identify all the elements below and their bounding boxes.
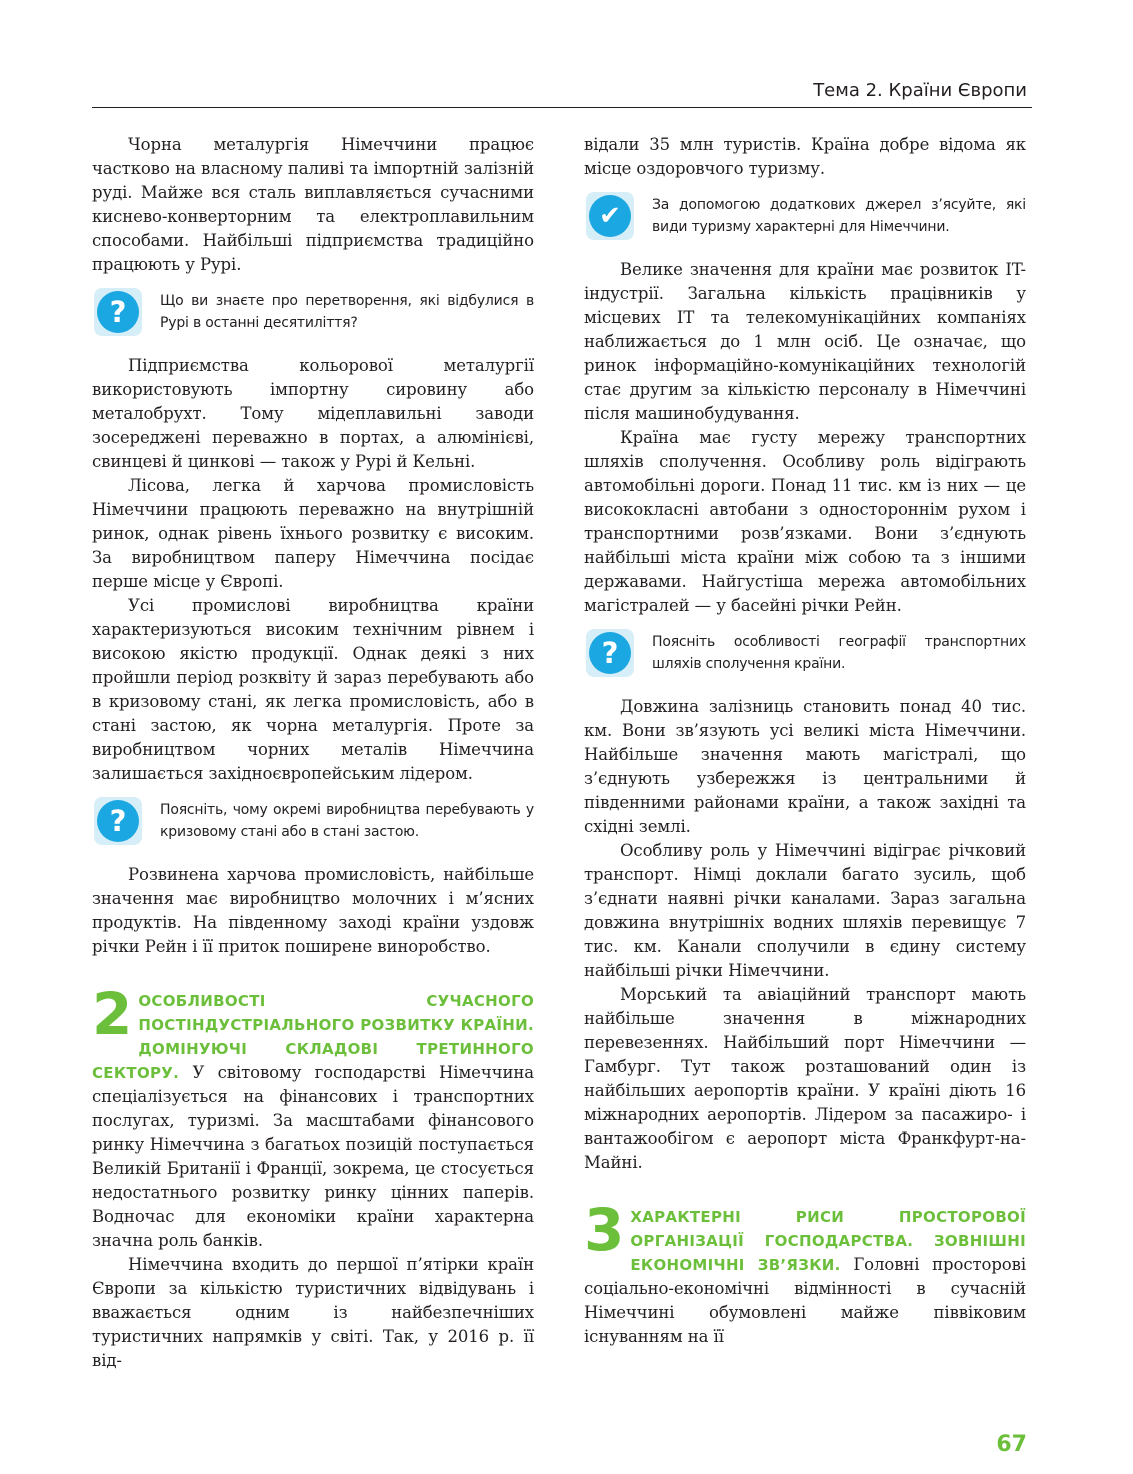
question-callout: [584, 631, 1026, 681]
paragraph: Усі промислові виробництва країни характеризуються високим технічним рівнем і високою якістю продукції. Однак деякі з них пройшли період розквіту й зараз перебувають або в кризовому стані, як легка промисловість, або в стані застою, як чорна металургія. Проте за виробництвом чорних металів Німеччина залишається західноєвропейським лідером.: [92, 596, 534, 783]
callout-text: За допомогою додаткових джерел з’ясуйте, які види туризму характерні для Німеччини.: [652, 197, 1026, 235]
paragraph: Німеччина входить до першої п’ятірки країн Європи за кількістю туристичних відвідувань і вважається одним із найбезпечніших туристичних напрямків у світі. Так, у 2016 р. її від-: [92, 1255, 534, 1370]
callout-text: Що ви знаєте про перетворення, які відбулися в Рурі в останні десятиліття?: [160, 293, 534, 331]
section-lead: [92, 980, 534, 1253]
section-lead: [584, 1196, 1026, 1349]
right-column: [584, 133, 1026, 1349]
paragraph: відали 35 млн туристів. Країна добре відома як місце оздоровчого туризму.: [584, 135, 1026, 178]
paragraph: Морський та авіаційний транспорт мають найбільше значення в міжнародних перевезеннях. Найбільший порт Німеччини — Гамбург. Тут також розташований один із найбільших аеропортів країни. У країні діють 16 міжнародних аеропортів. Лідером за пасажиро- і вантажообігом є аеропорт міста Франкфурт-на-Майні.: [584, 985, 1026, 1172]
paragraph: Чорна металургія Німеччини працює частково на власному паливі та імпортній залізній руді. Майже вся сталь виплавляється сучасними киснево-конверторним та електроплавильним способами. Найбільші підприємства традиційно працюють у Рурі.: [92, 135, 534, 274]
question-icon: ?: [94, 797, 142, 845]
section-3: [584, 1196, 1026, 1349]
section-number: 2: [92, 980, 133, 1048]
section-heading: ОСОБЛИВОСТІ СУЧАСНОГО ПОСТІНДУСТРІАЛЬНОГО РОЗВИТКУ КРАЇНИ. ДОМІНУЮЧІ СКЛАДОВІ ТРЕТИННОГО СЕКТОРУ.: [92, 992, 534, 1082]
section-text: Головні просторові соціально-економічні відмінності в сучасній Німеччині обумовлені майже пiввiковим існуванням на її: [584, 1255, 1026, 1346]
task-callout: [584, 194, 1026, 244]
question-icon: ?: [586, 629, 634, 677]
header-title: Тема 2. Країни Європи: [813, 80, 1027, 101]
callout-text: Поясніть, чому окремі виробництва перебувають у кризовому стані або в стані застою.: [160, 802, 534, 840]
question-icon: ?: [94, 288, 142, 336]
section-2: [92, 980, 534, 1253]
page-number: 67: [996, 1432, 1027, 1457]
paragraph: Країна має густу мережу транспортних шляхів сполучення. Особливу роль відіграють автомобільні дороги. Понад 11 тис. км із них — це висококласні автобани з одностороннім рухом і транспортними розв’язками. Вони з’єднують найбільші міста країни між собою та з іншими державами. Найгустіша мережа автомобільних магістралей — у басейні річки Рейн.: [584, 428, 1026, 615]
section-number: 3: [584, 1196, 625, 1264]
paragraph: Підприємства кольорової металургії використовують імпортну сировину або металобрухт. Тому мідеплавильні заводи зосереджені переважно в портах, а алюмінієві, свинцеві й цинкові — також у Рурі й Кельні.: [92, 356, 534, 471]
section-heading: ХАРАКТЕРНІ РИСИ ПРОСТОРОВОЇ ОРГАНІЗАЦІЇ ГОСПОДАРСТВА. ЗОВНІШНІ ЕКОНОМІЧНІ ЗВ’ЯЗКИ.: [630, 1208, 1026, 1274]
check-icon: ✔: [586, 192, 634, 240]
left-column: [92, 133, 534, 1373]
paragraph: Велике значення для країни має розвиток IT-індустрії. Загальна кількість працівників у місцевих IT та телекомунікаційних компаніях наближається до 1 млн осіб. Це означає, що ринок інформаційно-комунікаційних технологій стає другим за кількістю персоналу в Німеччині після машинобудування.: [584, 260, 1026, 423]
callout-text: Поясніть особливості географії транспортних шляхів сполучення країни.: [652, 634, 1026, 672]
header-divider: [92, 107, 1032, 108]
paragraph: Розвинена харчова промисловість, найбільше значення має виробництво молочних і м’ясних продуктів. На південному заході країни уздовж річки Рейн і її приток поширене виноробство.: [92, 865, 534, 956]
paragraph: Лісова, легка й харчова промисловість Німеччини працюють переважно на внутрішній ринок, однак рівень їхнього розвитку є високим. За виробництвом паперу Німеччина посідає перше місце у Європі.: [92, 476, 534, 591]
paragraph: Довжина залізниць становить понад 40 тис. км. Вони зв’язують усі великі міста Німеччини. Найбільше значення мають магістралі, що з’єднують узбережжя із центральними й південними районами країни, а також західні та східні землі.: [584, 697, 1026, 836]
section-text: У світовому господарстві Німеччина спеціалізується на фінансових і транспортних послугах, туризмі. За масштабами фінансового ринку Німеччина з багатьох позицій поступається Великій Британії і Франції, зокрема, це стосується недостатнього розвитку ринку цінних паперів. Водночас для економіки країни характерна значна роль банків.: [92, 1063, 534, 1250]
question-callout: [92, 799, 534, 849]
paragraph: Особливу роль у Німеччині відіграє річковий транспорт. Німці доклали багато зусиль, щоб з’єднати наявні річки каналами. Зараз загальна довжина внутрішніх водних шляхів перевищує 7 тис. км. Канали сполучили в єдину систему найбільші річки Німеччини.: [584, 841, 1026, 980]
question-callout: [92, 290, 534, 340]
